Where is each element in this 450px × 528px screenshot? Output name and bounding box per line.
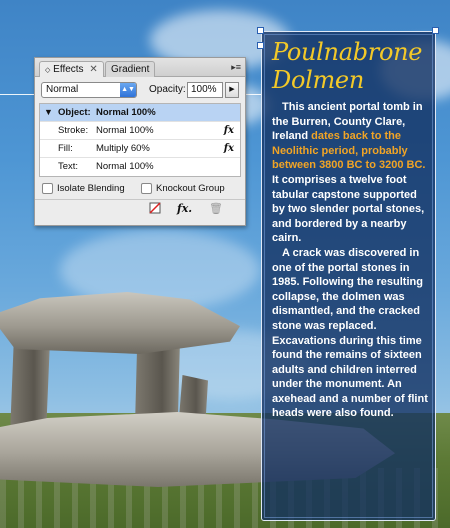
article-title: Poulnabrone Dolmen [272, 38, 423, 94]
row-name: Text: [58, 161, 79, 172]
expand-triangle-icon[interactable]: ▼ [44, 107, 53, 117]
row-value: Normal 100% [96, 125, 154, 136]
clear-effects-icon[interactable] [149, 202, 161, 217]
list-item-fill[interactable] [40, 140, 240, 158]
tab-gradient-label: Gradient [111, 64, 150, 75]
trash-icon[interactable]: 🗑 [209, 203, 223, 215]
options-row [35, 179, 245, 199]
panel-tabbar [35, 58, 245, 77]
collapse-arrows-icon: ◇ [45, 67, 51, 74]
paragraph-1 [272, 100, 432, 246]
opacity-slider-button[interactable]: ▶ [225, 82, 239, 98]
tab-gradient[interactable] [105, 61, 155, 77]
fx-icon[interactable]: fx [223, 125, 234, 136]
article-body [272, 100, 432, 421]
frame-handle-top-right[interactable] [432, 27, 439, 34]
highlighted-text: dates back to the Neolithic period, probably between 3800 BC to 3200 BC. [272, 130, 426, 172]
row-name: Object: [58, 107, 91, 118]
article-text[interactable] [272, 38, 432, 421]
fx-icon[interactable]: fx [223, 143, 234, 154]
tab-effects[interactable] [39, 61, 104, 77]
chevron-updown-icon: ▲▼ [120, 83, 136, 97]
row-name: Stroke: [58, 125, 89, 136]
opacity-label: Opacity: [149, 84, 186, 95]
frame-handle-mid-left[interactable] [257, 42, 264, 49]
list-item-stroke[interactable] [40, 122, 240, 140]
paragraph-1-text: This ancient portal tomb in the Burren, County Clare, Ireland [272, 101, 423, 143]
blend-mode-value: Normal [46, 84, 79, 95]
row-value: Multiply 60% [96, 143, 150, 154]
guide-line [0, 94, 36, 95]
row-name: Fill: [58, 143, 73, 154]
blend-mode-select[interactable] [41, 82, 137, 98]
row-value: Normal 100% [96, 161, 154, 172]
knockout-group-checkbox[interactable] [141, 183, 152, 194]
opacity-input[interactable]: 100% [187, 82, 223, 98]
isolate-blending-checkbox[interactable] [42, 183, 53, 194]
paragraph-2: A crack was discovered in one of the portal stones in 1985. Following the resulting collapse, the dolmen was dismantled, and the cracked stone was replaced. Excavations during this time found the remains of sixteen adults and children interred under the monument. An axehead and a number of flint heads were also found. [272, 246, 428, 420]
tab-effects-label: Effects [53, 64, 84, 75]
frame-handle-top-left[interactable] [257, 27, 264, 34]
add-effect-icon[interactable]: fx. [177, 202, 193, 215]
list-item-text[interactable] [40, 158, 240, 176]
blend-row [35, 77, 245, 103]
row-value: Normal 100% [96, 107, 156, 118]
isolate-blending-label: Isolate Blending [57, 183, 125, 194]
effects-panel [34, 57, 246, 226]
effects-target-list [39, 103, 241, 177]
knockout-group-label: Knockout Group [156, 183, 225, 194]
paragraph-1-text-end: It comprises a twelve foot tabular capstone supported by two slender portal stones, and bordered by a nearby cairn. [272, 173, 425, 245]
panel-menu-icon[interactable]: ▸≡ [231, 62, 241, 72]
panel-footer [35, 199, 245, 217]
close-icon[interactable]: ✕ [89, 64, 98, 75]
list-item-object[interactable] [40, 104, 240, 122]
